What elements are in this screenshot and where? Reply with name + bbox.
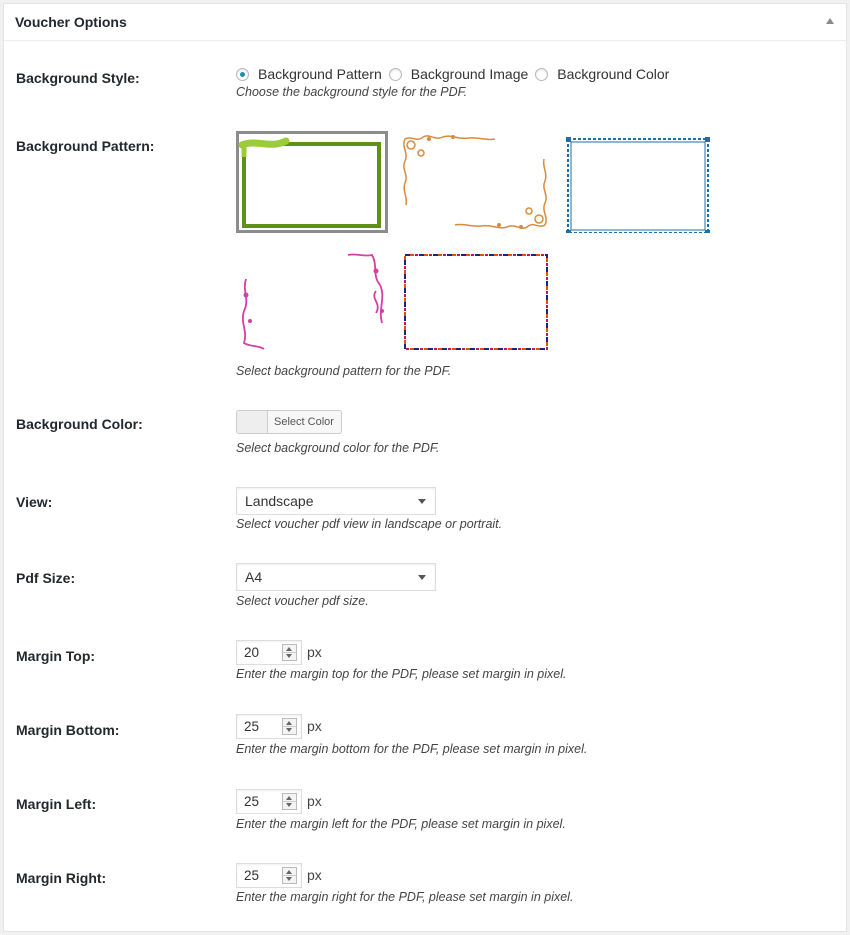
margin-top-unit: px xyxy=(307,644,322,660)
background-style-description: Choose the background style for the PDF. xyxy=(236,85,468,99)
pdf-size-select-value: A4 xyxy=(245,569,263,585)
pdf-size-label: Pdf Size: xyxy=(16,570,76,586)
margin-top-value: 20 xyxy=(244,645,260,660)
panel-title: Voucher Options xyxy=(15,14,127,30)
margin-right-value: 25 xyxy=(244,868,260,883)
margin-top-input[interactable] xyxy=(236,640,302,665)
spinner-arrows-icon[interactable] xyxy=(282,793,297,810)
blue-wavy-border-icon xyxy=(562,131,714,233)
margin-left-label: Margin Left: xyxy=(16,796,97,812)
multicolor-dashed-border-icon xyxy=(399,251,551,353)
pattern-thumb-multicolor-dashed[interactable] xyxy=(399,251,551,353)
background-color-description: Select background color for the PDF. xyxy=(236,441,440,455)
radio-background-image[interactable] xyxy=(389,66,529,82)
pink-floral-sides-icon xyxy=(236,251,388,353)
margin-top-label: Margin Top: xyxy=(16,648,96,664)
radio-button[interactable] xyxy=(389,68,402,81)
select-color-button[interactable] xyxy=(236,410,342,434)
radio-button[interactable] xyxy=(236,68,249,81)
background-style-radios xyxy=(236,65,676,83)
margin-bottom-input[interactable] xyxy=(236,714,302,739)
margin-right-unit: px xyxy=(307,867,322,883)
margin-left-value: 25 xyxy=(244,794,260,809)
pattern-thumb-green-brush[interactable] xyxy=(236,131,388,233)
pattern-thumb-blue-wavy[interactable] xyxy=(562,131,714,233)
margin-bottom-value: 25 xyxy=(244,719,260,734)
pdf-size-select[interactable] xyxy=(236,563,436,591)
background-pattern-label: Background Pattern: xyxy=(16,138,155,154)
margin-left-description: Enter the margin left for the PDF, please set margin in pixel. xyxy=(236,817,566,831)
background-pattern-description: Select background pattern for the PDF. xyxy=(236,364,452,378)
color-swatch xyxy=(237,411,268,433)
margin-top-description: Enter the margin top for the PDF, please set margin in pixel. xyxy=(236,667,567,681)
orange-floral-corners-icon xyxy=(399,131,551,233)
margin-right-label: Margin Right: xyxy=(16,870,107,886)
margin-left-unit: px xyxy=(307,793,322,809)
radio-button[interactable] xyxy=(535,68,548,81)
margin-bottom-unit: px xyxy=(307,718,322,734)
margin-bottom-label: Margin Bottom: xyxy=(16,722,120,738)
pattern-thumb-pink-floral[interactable] xyxy=(236,251,388,353)
pattern-thumb-orange-floral[interactable] xyxy=(399,131,551,233)
margin-left-input[interactable] xyxy=(236,789,302,814)
panel-header[interactable] xyxy=(4,4,846,41)
green-brush-border-icon xyxy=(236,131,388,233)
select-color-label: Select Color xyxy=(274,416,334,428)
background-style-label: Background Style: xyxy=(16,70,140,86)
radio-background-color[interactable] xyxy=(535,66,669,82)
view-select-value: Landscape xyxy=(245,493,314,509)
radio-label: Background Pattern xyxy=(258,66,382,82)
background-color-label: Background Color: xyxy=(16,416,143,432)
radio-background-pattern[interactable] xyxy=(236,66,382,82)
spinner-arrows-icon[interactable] xyxy=(282,718,297,735)
view-select[interactable] xyxy=(236,487,436,515)
triangle-up-icon[interactable] xyxy=(826,18,834,24)
radio-label: Background Color xyxy=(557,66,670,82)
spinner-arrows-icon[interactable] xyxy=(282,644,297,661)
chevron-down-icon xyxy=(418,575,426,580)
radio-label: Background Image xyxy=(410,66,529,82)
pdf-size-description: Select voucher pdf size. xyxy=(236,594,369,608)
view-label: View: xyxy=(16,494,53,510)
voucher-options-panel xyxy=(3,3,847,932)
spinner-arrows-icon[interactable] xyxy=(282,867,297,884)
margin-bottom-description: Enter the margin bottom for the PDF, please set margin in pixel. xyxy=(236,742,588,756)
margin-right-input[interactable] xyxy=(236,863,302,888)
chevron-down-icon xyxy=(418,499,426,504)
margin-right-description: Enter the margin right for the PDF, please set margin in pixel. xyxy=(236,890,574,904)
view-description: Select voucher pdf view in landscape or portrait. xyxy=(236,517,503,531)
